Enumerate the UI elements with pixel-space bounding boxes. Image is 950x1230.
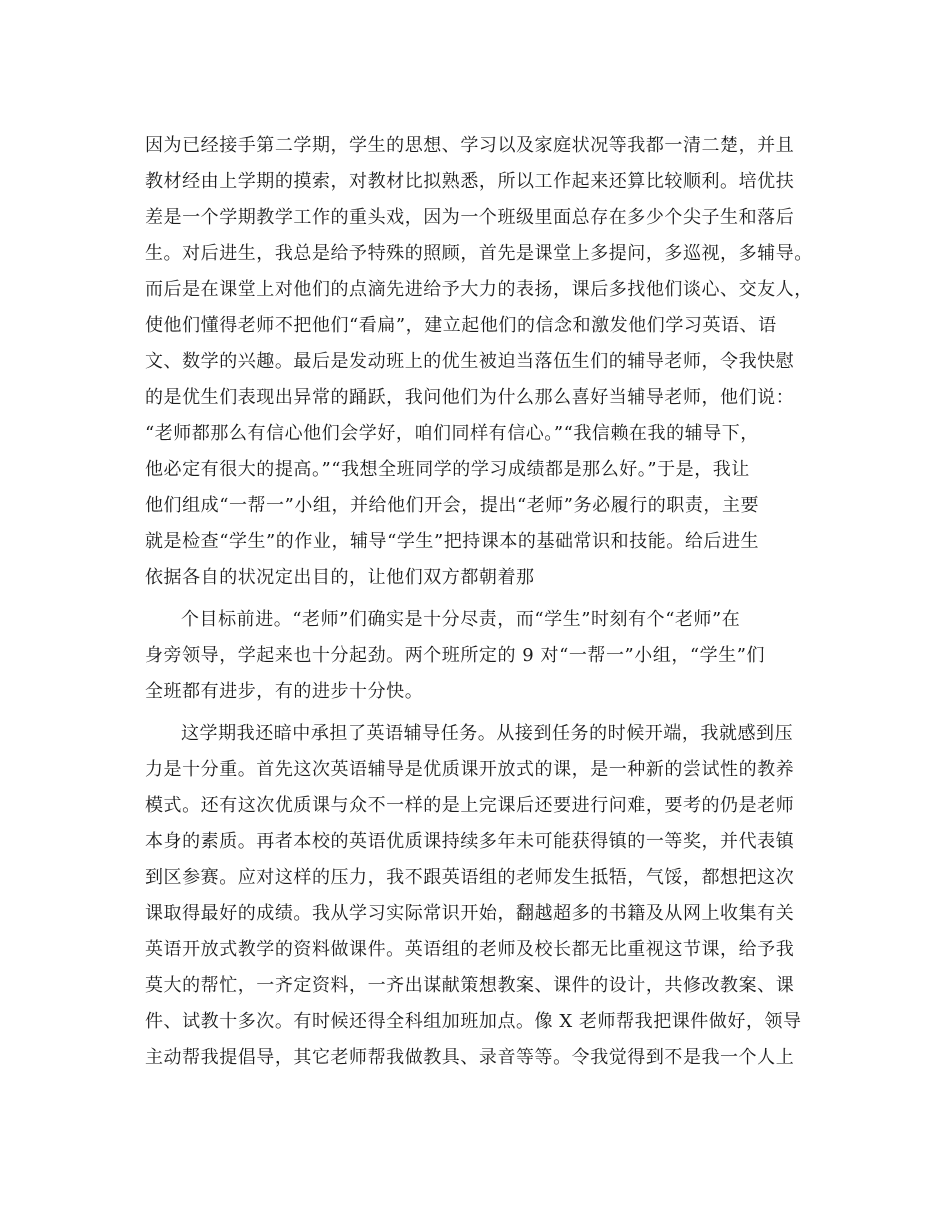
text-line: 就是检查“学生”的作业，辅导“学生”把持课本的基础常识和技能。给后进生	[145, 531, 760, 552]
text-line: 这学期我还暗中承担了英语辅导任务。从接到任务的时候开端，我就感到压	[181, 723, 794, 744]
text-line: 全班都有进步，有的进步十分快。	[145, 681, 424, 702]
text-line: 教材经由上学期的摸索，对教材比拟熟悉，所以工作起来还算比较顺利。培优扶	[145, 171, 795, 192]
text-line: 莫大的帮忙，一齐定资料，一齐出谋献策想教案、课件的设计，共修改教案、课	[145, 975, 795, 996]
paragraph-2	[145, 602, 825, 710]
text-line: 力是十分重。首先这次英语辅导是优质课开放式的课，是一种新的尝试性的教养	[145, 759, 795, 780]
text-line: “老师都那么有信心他们会学好，咱们同样有信心。”“我信赖在我的辅导下，	[145, 423, 759, 444]
text-line: 而后是在课堂上对他们的点滴先进给予大力的表扬，课后多找他们谈心、交友人，	[145, 279, 813, 300]
document-body	[145, 128, 825, 1076]
text-line: 件、试教十多次。有时候还得全科组加班加点。像 X 老师帮我把课件做好，领导	[145, 1011, 802, 1032]
text-line: 差是一个学期教学工作的重头戏，因为一个班级里面总存在多少个尖子生和落后	[145, 207, 795, 228]
text-line: 英语开放式教学的资料做课件。英语组的老师及校长都无比重视这节课，给予我	[145, 939, 795, 960]
paragraph-1	[145, 128, 825, 596]
text-line: 生。对后进生，我总是给予特殊的照顾，首先是课堂上多提问，多巡视，多辅导。	[145, 243, 813, 264]
text-line: 到区参赛。应对这样的压力，我不跟英语组的老师发生抵牾，气馁，都想把这次	[145, 867, 795, 888]
text-line: 文、数学的兴趣。最后是发动班上的优生被迫当落伍生们的辅导老师，令我快慰	[145, 351, 795, 372]
text-line: 使他们懂得老师不把他们“看扁”，建立起他们的信念和激发他们学习英语、语	[145, 315, 777, 336]
paragraph-3	[145, 716, 825, 1076]
text-line: 本身的素质。再者本校的英语优质课持续多年未可能获得镇的一等奖，并代表镇	[145, 831, 795, 852]
text-line: 身旁领导，学起来也十分起劲。两个班所定的 9 对“一帮一”小组，“学生”们	[145, 645, 766, 666]
text-line: 主动帮我提倡导，其它老师帮我做教具、录音等等。令我觉得到不是我一个人上	[145, 1047, 795, 1068]
text-line: 模式。还有这次优质课与众不一样的是上完课后还要进行问难，要考的仍是老师	[145, 795, 795, 816]
text-line: 的是优生们表现出异常的踊跃，我问他们为什么那么喜好当辅导老师，他们说：	[145, 387, 795, 408]
text-line: 个目标前进。“老师”们确实是十分尽责，而“学生”时刻有个“老师”在	[181, 609, 741, 630]
text-line: 他必定有很大的提高。”“我想全班同学的学习成绩都是那么好。”于是，我让	[145, 459, 750, 480]
text-line: 依据各自的状况定出目的，让他们双方都朝着那	[145, 567, 535, 588]
text-line: 他们组成“一帮一”小组，并给他们开会，提出“老师”务必履行的职责，主要	[145, 495, 760, 516]
text-line: 因为已经接手第二学期，学生的思想、学习以及家庭状况等我都一清二楚，并且	[145, 135, 795, 156]
text-line: 课取得最好的成绩。我从学习实际常识开始，翻越超多的书籍及从网上收集有关	[145, 903, 795, 924]
